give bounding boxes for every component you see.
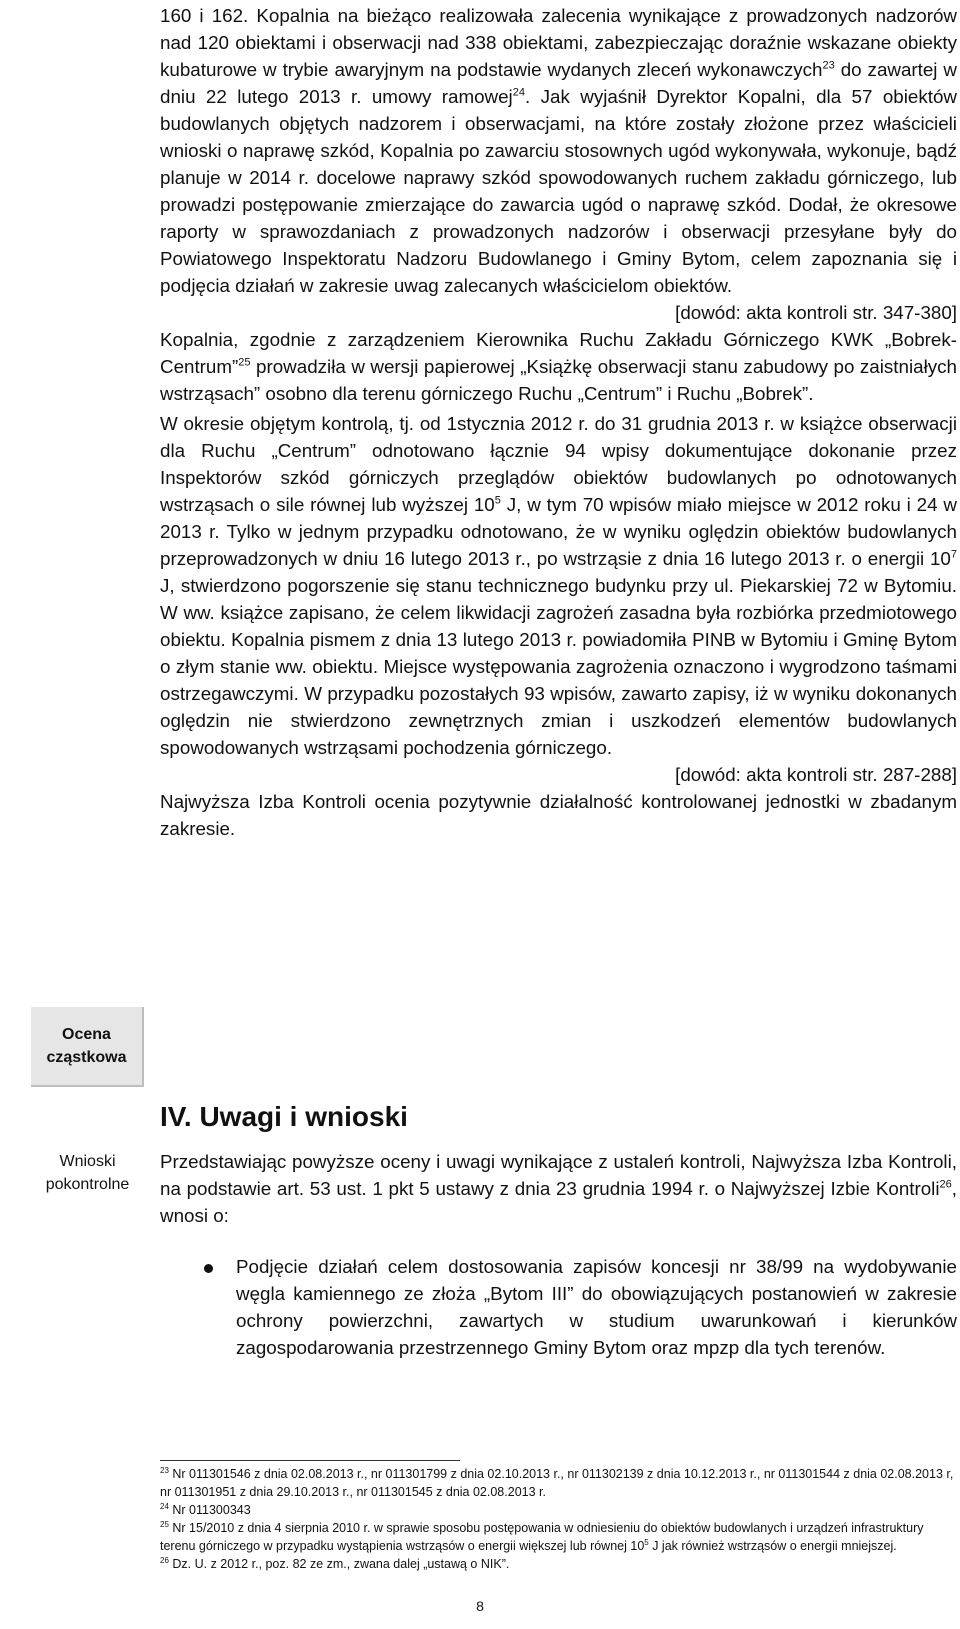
margin-label-partial-assessment xyxy=(31,1007,144,1087)
list-item-text: Podjęcie działań celem dostosowania zapisów koncesji nr 38/99 na wydobywanie węgla kamiennego ze złoża „Bytom III” do obowiązujących postanowień w zakresie ochrony powierzchni, zawartych w studium uwarunkowań i kierunków zagospodarowania przestrzennego Gminy Bytom oraz mpzp dla tych terenów. xyxy=(236,1256,957,1358)
footnote-ref-25[interactable]: 25 xyxy=(238,356,251,369)
footnote-text: Nr 15/2010 z dnia 4 sierpnia 2010 r. w sprawie sposobu postępowania w odniesieniu do obiektów budowlanych i urządzeń infrastruktury terenu górniczego w przypadku wystąpienia wstrząsów o energii większej lub równej 10 xyxy=(160,1521,924,1553)
audit-findings-section xyxy=(160,2,957,842)
section-heading: IV. Uwagi i wnioski xyxy=(160,1101,408,1132)
footnote-ref-24[interactable]: 24 xyxy=(512,86,525,99)
exponent: 5 xyxy=(494,494,501,507)
paragraph-repair-works xyxy=(160,2,957,299)
evidence-reference: [dowód: akta kontroli str. 287-288] xyxy=(675,764,957,785)
text-run: do zawartej w dniu 22 lutego 2013 r. umowy ramowej xyxy=(160,59,957,107)
bullet-icon xyxy=(204,1264,213,1273)
footnote-number: 24 xyxy=(160,1501,169,1511)
exponent: 5 xyxy=(644,1537,649,1547)
text-run: , wnosi o: xyxy=(160,1178,957,1226)
footnote-26 xyxy=(160,1555,957,1573)
paragraph-conclusions-intro xyxy=(160,1148,957,1229)
paragraph-observation-book xyxy=(160,326,957,407)
footnote-separator xyxy=(160,1460,460,1461)
footnote-25 xyxy=(160,1519,957,1555)
evidence-reference: [dowód: akta kontroli str. 347-380] xyxy=(675,302,957,323)
footnote-text: Dz. U. z 2012 r., poz. 82 ze zm., zwana dalej „ustawą o NIK”. xyxy=(168,1557,510,1571)
text-run: 160 i 162. Kopalnia na bieżąco realizowała zalecenia wynikające z prowadzonych nadzorów nad 120 obiektami i obserwacji nad 338 obiektami, zabezpieczając doraźnie wskazane obiekty kubaturowe w trybie awaryjnym na podstawie wydanych zleceń wykonawczych xyxy=(160,5,957,80)
text-run: . Jak wyjaśnił Dyrektor Kopalni, dla 57 obiektów budowlanych objętych nadzorem i obserwacjami, na które zostały złożone przez właścicieli wnioski o naprawę szkód, Kopalnia po zawarciu stosownych ugód wykonywała, wykonuje, bądź planuje w 2014 r. docelowe naprawy szkód spowodowanych ruchem zakładu górniczego, lub prowadzi postępowanie zmierzające do zawarcia ugód o naprawę szkód. Dodał, że okresowe raporty w sprawozdaniach z prowadzonych nadzorów i obserwacji przesyłane były do Powiatowego Inspektoratu Nadzoru Budowlanego i Gminy Bytom, celem zapoznania się i podjęcia działań w zakresie uwag zalecanych właścicielom obiektów. xyxy=(160,86,957,296)
paragraph-nik-assessment: Najwyższa Izba Kontroli ocenia pozytywnie działalność kontrolowanej jednostki w zbadanym zakresie. xyxy=(160,791,957,839)
margin-label-conclusions: Wnioski pokontrolne xyxy=(45,1153,130,1193)
list-item xyxy=(160,1253,957,1361)
footnote-number: 23 xyxy=(160,1465,169,1475)
footnote-text: J jak również wstrząsów o energii mniejszej. xyxy=(648,1539,897,1553)
text-run: W okresie objętym kontrolą, tj. od 1stycznia 2012 r. do 31 grudnia 2013 r. w książce obserwacji dla Ruchu „Centrum” odnotowano łącznie 94 wpisy dokumentujące dokonanie przez Inspektorów szkód górniczych przeglądów obiektów budowlanych po odnotowanych wstrząsach o sile równej lub wyższej 10 xyxy=(160,413,957,515)
footnote-ref-23[interactable]: 23 xyxy=(822,59,835,72)
footnote-number: 26 xyxy=(160,1555,169,1565)
footnotes xyxy=(160,1465,957,1573)
page-number: 8 xyxy=(476,1598,484,1614)
footnote-text: Nr 011300343 xyxy=(168,1503,251,1517)
footnote-ref-26[interactable]: 26 xyxy=(939,1178,952,1191)
footnote-24 xyxy=(160,1501,957,1519)
exponent: 7 xyxy=(950,548,957,561)
text-run: J, stwierdzono pogorszenie się stanu technicznego budynku przy ul. Piekarskiej 72 w Bytomiu. W ww. książce zapisano, że celem likwidacji zagrożeń zasadna była rozbiórka przedmiotowego obiektu. Kopalnia pismem z dnia 13 lutego 2013 r. powiadomiła PINB w Bytomiu i Gminę Bytom o złym stanie ww. obiektu. Miejsce występowania zagrożenia oznaczono i wygrodzono taśmami ostrzegawczymi. W przypadku pozostałych 93 wpisów, zawarto zapisy, iż w wyniku dokonanych oględzin nie stwierdzono zewnętrznych zmian i uszkodzeń elementów budowlanych spowodowanych wstrząsami pochodzenia górniczego. xyxy=(160,575,957,758)
footnote-number: 25 xyxy=(160,1519,169,1529)
margin-label-text: Ocena cząstkowa xyxy=(46,1026,127,1066)
text-run: Przedstawiając powyższe oceny i uwagi wynikające z ustaleń kontroli, Najwyższa Izba Kontroli, na podstawie art. 53 ust. 1 pkt 5 ustawy z dnia 23 grudnia 1994 r. o Najwyższej Izbie Kontroli xyxy=(160,1151,957,1199)
footnote-23 xyxy=(160,1465,957,1501)
paragraph-inspection-entries xyxy=(160,410,957,761)
text-run: Kopalnia, zgodnie z zarządzeniem Kierownika Ruchu Zakładu Górniczego KWK „Bobrek-Centrum” xyxy=(160,329,957,377)
text-run: J, w tym 70 wpisów miało miejsce w 2012 roku i 24 w 2013 r. Tylko w jednym przypadku odnotowano, że w wyniku oględzin obiektów budowlanych przeprowadzonych w dniu 16 lutego 2013 r., po wstrząsie z dnia 16 lutego 2013 r. o energii 10 xyxy=(160,494,957,569)
footnote-text: Nr 011301546 z dnia 02.08.2013 r., nr 011301799 z dnia 02.10.2013 r., nr 011302139 z dnia 10.12.2013 r., nr 011301544 z dnia 02.08.2013 r, nr 011301951 z dnia 29.10.2013 r., nr 011301545 z dnia 02.08.2013 r. xyxy=(160,1467,954,1499)
text-run: prowadziła w wersji papierowej „Książkę obserwacji stanu zabudowy po zaistniałych wstrząsach” osobno dla terenu górniczego Ruchu „Centrum” i Ruchu „Bobrek”. xyxy=(160,356,957,404)
conclusions-section xyxy=(160,1148,957,1229)
